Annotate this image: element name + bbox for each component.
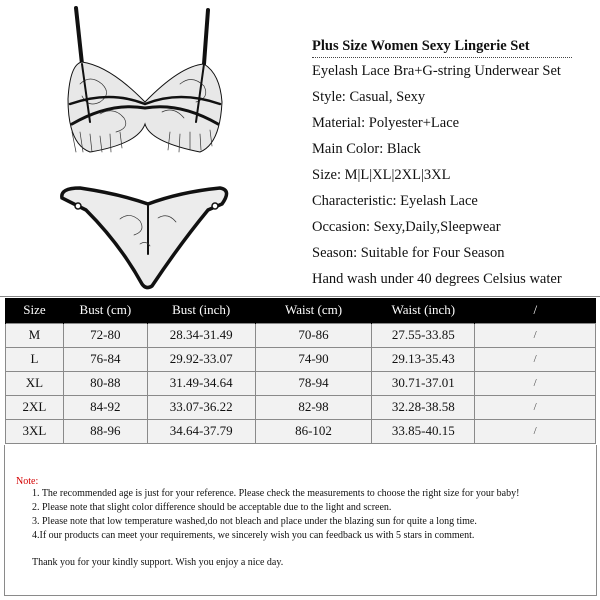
- cell-size: 2XL: [6, 395, 64, 419]
- cell-bust-inch: 33.07-36.22: [147, 395, 255, 419]
- spec-characteristic: Characteristic: Eyelash Lace: [312, 193, 478, 209]
- cell-bust-inch: 34.64-37.79: [147, 419, 255, 443]
- cell-extra: /: [475, 323, 596, 347]
- spec-occasion: Occasion: Sexy,Daily,Sleepwear: [312, 219, 501, 235]
- cell-size: L: [6, 347, 64, 371]
- header-size: Size: [6, 298, 64, 323]
- cell-waist-cm: 74-90: [255, 347, 372, 371]
- spec-size: Size: M|L|XL|2XL|3XL: [312, 167, 451, 183]
- header-waist-inch: Waist (inch): [372, 298, 475, 323]
- cell-waist-inch: 29.13-35.43: [372, 347, 475, 371]
- cell-bust-cm: 84-92: [63, 395, 147, 419]
- cell-extra: /: [475, 395, 596, 419]
- spec-material: Material: Polyester+Lace: [312, 115, 460, 131]
- thanks-message: Thank you for your kindly support. Wish you enjoy a nice day.: [32, 557, 284, 568]
- cell-waist-inch: 33.85-40.15: [372, 419, 475, 443]
- table-row: [6, 347, 596, 371]
- header-bust-inch: Bust (inch): [147, 298, 255, 323]
- header-bust-cm: Bust (cm): [63, 298, 147, 323]
- note-item: 4.If our products can meet your requirements, we sincerely wish you can feedback us with 5 stars in comment.: [32, 530, 475, 541]
- cell-size: XL: [6, 371, 64, 395]
- spec-description: Eyelash Lace Bra+G-string Underwear Set: [312, 63, 561, 79]
- header-waist-cm: Waist (cm): [255, 298, 372, 323]
- cell-waist-inch: 32.28-38.58: [372, 395, 475, 419]
- note-item: 2. Please note that slight color difference should be acceptable due to the light and screen.: [32, 502, 392, 513]
- spec-style: Style: Casual, Sexy: [312, 89, 426, 105]
- spec-season: Season: Suitable for Four Season: [312, 245, 505, 261]
- note-list: [32, 487, 519, 543]
- cell-waist-cm: 86-102: [255, 419, 372, 443]
- product-title: Plus Size Women Sexy Lingerie Set: [312, 36, 572, 58]
- spec-care: Hand wash under 40 degrees Celsius water: [312, 271, 562, 287]
- divider: [0, 296, 600, 297]
- cell-extra: /: [475, 347, 596, 371]
- cell-waist-cm: 82-98: [255, 395, 372, 419]
- table-row: [6, 419, 596, 443]
- table-row: [6, 395, 596, 419]
- cell-waist-cm: 70-86: [255, 323, 372, 347]
- size-chart-table: [5, 298, 596, 444]
- cell-bust-cm: 80-88: [63, 371, 147, 395]
- cell-size: M: [6, 323, 64, 347]
- cell-bust-cm: 88-96: [63, 419, 147, 443]
- spec-main-color: Main Color: Black: [312, 141, 421, 157]
- note-item: 1. The recommended age is just for your reference. Please check the measurements to choose the right size for your baby!: [32, 488, 520, 499]
- cell-extra: /: [475, 419, 596, 443]
- note-title: Note:: [16, 476, 39, 487]
- product-specs: [312, 36, 600, 292]
- cell-bust-inch: 29.92-33.07: [147, 347, 255, 371]
- product-image: [50, 4, 250, 290]
- cell-extra: /: [475, 371, 596, 395]
- table-row: [6, 371, 596, 395]
- cell-bust-inch: 28.34-31.49: [147, 323, 255, 347]
- note-item: 3. Please note that low temperature washed,do not bleach and place under the blazing sun for quite a long time.: [32, 516, 477, 527]
- cell-waist-inch: 27.55-33.85: [372, 323, 475, 347]
- cell-bust-cm: 72-80: [63, 323, 147, 347]
- table-row: [6, 323, 596, 347]
- cell-waist-inch: 30.71-37.01: [372, 371, 475, 395]
- cell-bust-cm: 76-84: [63, 347, 147, 371]
- lingerie-illustration: [50, 4, 250, 290]
- header-extra: /: [475, 298, 596, 323]
- cell-bust-inch: 31.49-34.64: [147, 371, 255, 395]
- table-header-row: [6, 298, 596, 323]
- cell-waist-cm: 78-94: [255, 371, 372, 395]
- cell-size: 3XL: [6, 419, 64, 443]
